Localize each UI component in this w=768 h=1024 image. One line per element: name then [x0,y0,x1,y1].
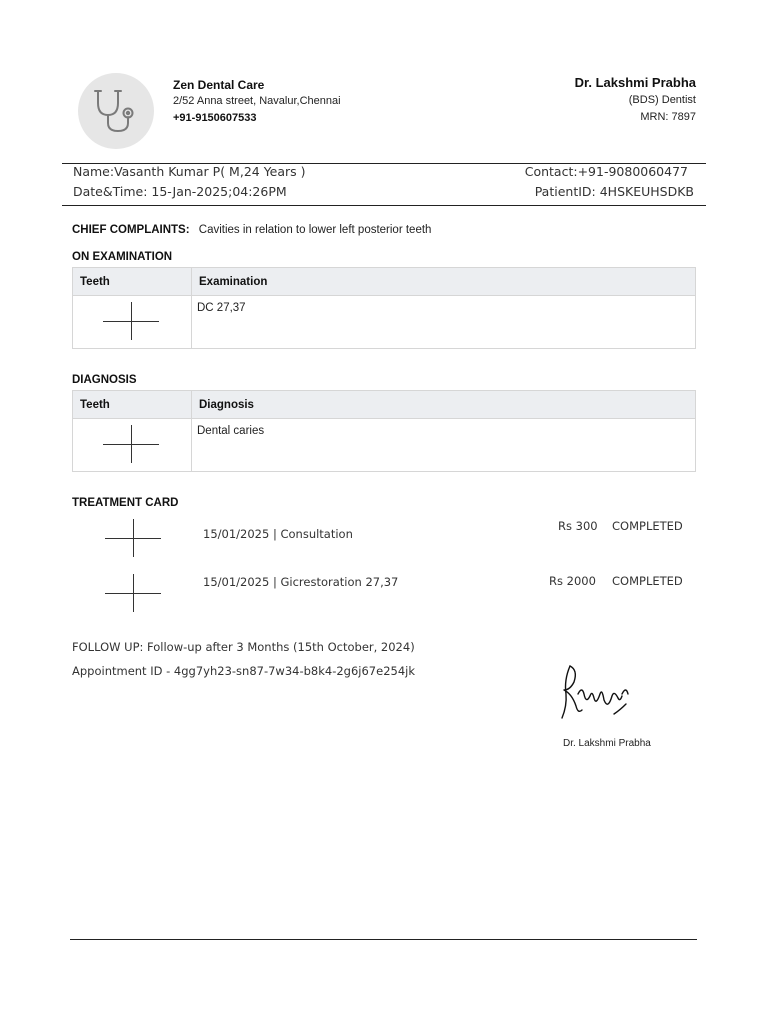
examination-value: DC 27,37 [197,302,246,314]
doctor-qualification: (BDS) Dentist [628,94,696,106]
patient-id: PatientID: 4HSKEUHSDKB [534,184,694,199]
doctor-signature [556,660,636,726]
chief-complaints [72,222,431,238]
chief-complaints-text: Cavities in relation to lower left posterior teeth [198,224,432,236]
doctor-info [575,74,696,126]
footer-divider [70,939,697,940]
table-header [73,268,695,296]
stethoscope-icon [88,83,144,139]
clinic-name: Zen Dental Care [173,78,265,92]
treatment-amount: Rs 2000 [549,574,596,588]
visit-datetime: Date&Time: 15-Jan-2025;04:26PM [73,184,287,199]
patient-contact: Contact:+91-9080060477 [524,164,688,179]
diagnosis-value: Dental caries [197,425,265,437]
clinic-logo [78,73,154,149]
diagnosis-table [72,390,696,472]
treatment-status: COMPLETED [612,519,683,533]
table-row [73,296,695,348]
clinic-address: 2/52 Anna street, Navalur,Chennai [173,95,341,107]
header-teeth: Teeth [73,391,192,418]
treatment-status: COMPLETED [612,574,683,588]
header-diagnosis: Diagnosis [199,399,254,411]
appointment-id: Appointment ID - 4gg7yh23-sn87-7w34-b8k4-2g6j67e254jk [72,664,415,678]
treatment-card-title: TREATMENT CARD [72,497,179,509]
doctor-name: Dr. Lakshmi Prabha [574,75,696,90]
examination-table [72,267,696,349]
clinic-phone: +91-9150607533 [173,112,257,124]
follow-up-text: FOLLOW UP: Follow-up after 3 Months (15th October, 2024) [72,640,415,654]
signature-name: Dr. Lakshmi Prabha [563,738,651,749]
table-row [73,419,695,471]
header-teeth: Teeth [73,268,192,295]
treatment-amount: Rs 300 [558,519,598,533]
treatment-description: 15/01/2025 | Consultation [203,527,353,541]
chief-complaints-label: CHIEF COMPLAINTS: [72,224,190,236]
patient-name: Name:Vasanth Kumar P( M,24 Years ) [73,164,306,179]
teeth-chart [73,296,192,348]
diagnosis-title: DIAGNOSIS [72,374,137,386]
doctor-mrn: MRN: 7897 [640,111,696,123]
treatment-description: 15/01/2025 | Gicrestoration 27,37 [203,575,399,589]
patient-details [62,163,706,206]
header-examination: Examination [199,276,268,288]
clinic-info [173,77,341,127]
examination-title: ON EXAMINATION [72,251,173,263]
teeth-chart [73,419,192,471]
table-header [73,391,695,419]
